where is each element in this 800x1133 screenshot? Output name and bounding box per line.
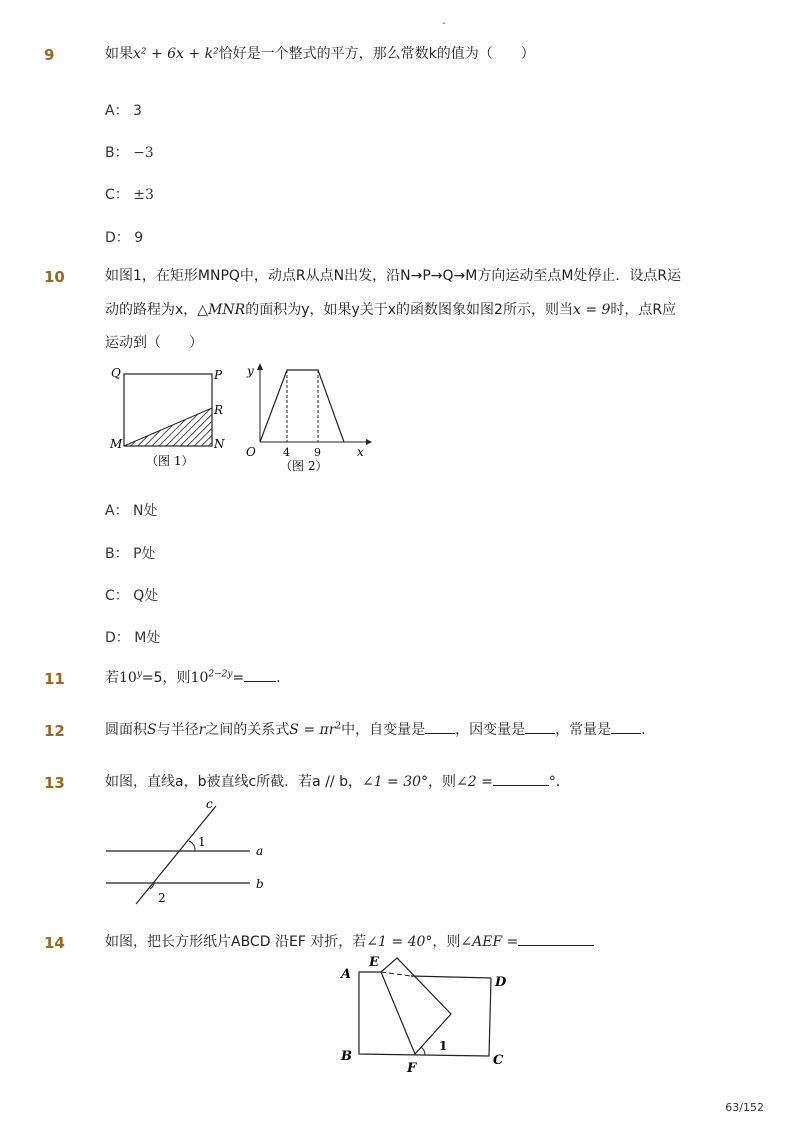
- q9-suffix: 恰好是一个整式的平方，那么常数k的值为（ ）: [218, 46, 535, 62]
- q12-text-a: 圆面积: [105, 722, 147, 738]
- answer-blank-dependent[interactable]: [525, 721, 555, 734]
- q10-figure-2: [238, 362, 373, 474]
- q10-equation: x = 9: [572, 302, 611, 318]
- label-a: a: [256, 844, 264, 858]
- label-b: b: [256, 877, 264, 891]
- q9-option-c[interactable]: [105, 184, 154, 204]
- figure-2-caption: （图 2）: [280, 459, 328, 473]
- option-value: M处: [134, 630, 161, 646]
- y-axis-arrow: [257, 363, 263, 370]
- q11-period: ．: [276, 670, 291, 686]
- option-label: A：: [105, 103, 129, 119]
- question-number-9: 9: [44, 46, 55, 64]
- x-axis-arrow: [366, 439, 372, 445]
- question-10-line-1: 如图1，在矩形MNPQ中，动点R从点N出发，沿N→P→Q→M方向运动至点M处停止．设点R运: [105, 268, 682, 284]
- label-q: Q: [111, 366, 121, 380]
- q9-prefix: 如果: [105, 46, 133, 62]
- q11-exponent-1: y: [136, 669, 142, 680]
- answer-blank-independent[interactable]: [425, 721, 455, 734]
- q12-equation: S = πr: [289, 722, 336, 738]
- question-10-line-3: 运动到（ ）: [105, 335, 203, 351]
- q10-option-d[interactable]: [105, 627, 160, 647]
- answer-blank[interactable]: [518, 933, 594, 946]
- tick-label-9: 9: [314, 446, 321, 459]
- question-11-text: [105, 668, 290, 688]
- label-angle-1: 1: [439, 1039, 448, 1053]
- q12-text-d: 中，自变量是: [341, 722, 426, 738]
- option-value: 3: [133, 103, 142, 119]
- option-value: Q处: [133, 588, 159, 604]
- label-b: B: [341, 1049, 352, 1064]
- q10-triangle-name: MNR: [208, 302, 246, 318]
- option-label: B：: [105, 145, 129, 161]
- option-label: C：: [105, 187, 129, 203]
- question-number-13: 13: [44, 774, 65, 792]
- q12-text-f: ，常量是: [555, 722, 612, 738]
- q10-option-a[interactable]: [105, 500, 158, 520]
- q14-angle-aef: ∠AEF =: [460, 934, 519, 950]
- q12-var-s: S: [147, 722, 157, 738]
- q12-exponent: 2: [335, 721, 342, 732]
- label-f: F: [407, 1061, 417, 1076]
- label-p: P: [214, 368, 223, 382]
- q10-text-a: 动的路程为x，△: [105, 302, 209, 318]
- label-d: D: [495, 975, 507, 990]
- question-number-10: 10: [44, 268, 65, 286]
- q14-angle-1: ∠1 = 40°: [366, 934, 433, 950]
- fold-dashed-line: [381, 972, 411, 976]
- q10-option-c[interactable]: [105, 585, 158, 605]
- label-c: C: [493, 1053, 504, 1068]
- y-axis-label: y: [247, 364, 254, 378]
- option-label: D：: [105, 630, 130, 646]
- option-label: A：: [105, 503, 129, 519]
- question-13-text: [105, 772, 570, 792]
- label-angle-2: 2: [158, 891, 166, 905]
- option-value: P处: [133, 546, 156, 562]
- q9-option-b[interactable]: [105, 142, 154, 162]
- question-14-text: [105, 932, 594, 952]
- question-10-line-2: [105, 300, 676, 320]
- q9-option-a[interactable]: [105, 100, 142, 120]
- q11-text-c: =5，则: [141, 670, 191, 686]
- q9-expression: x² + 6x + k²: [133, 46, 219, 62]
- q10-option-b[interactable]: [105, 543, 156, 563]
- answer-blank[interactable]: [493, 773, 549, 786]
- q11-exponent-2: 2−2y: [208, 669, 233, 680]
- option-value: 9: [134, 230, 144, 246]
- angle-1-arc: [189, 841, 195, 851]
- q12-text-c: 之间的关系式: [205, 722, 290, 738]
- q13-text-c: °．: [548, 774, 570, 790]
- label-e: E: [369, 955, 379, 970]
- answer-blank-constant[interactable]: [611, 721, 641, 734]
- q12-var-r: r: [198, 722, 206, 738]
- question-12-text: [105, 720, 655, 740]
- q12-text-b: 与半径: [156, 722, 199, 738]
- x-axis-label: x: [357, 445, 364, 459]
- label-m: M: [110, 437, 123, 451]
- q9-option-d[interactable]: [105, 227, 143, 247]
- origin-label: O: [246, 445, 256, 459]
- question-number-14: 14: [44, 934, 65, 952]
- q12-text-e: ，因变量是: [455, 722, 526, 738]
- question-number-12: 12: [44, 722, 65, 740]
- label-a: A: [341, 967, 352, 982]
- option-label: C：: [105, 588, 129, 604]
- q12-period: ．: [641, 722, 656, 738]
- figure-1-caption: （图 1）: [146, 454, 194, 468]
- q14-text-b: ，则: [432, 934, 461, 950]
- q11-base-1: 10: [119, 670, 137, 686]
- option-label: B：: [105, 546, 129, 562]
- question-number-11: 11: [44, 670, 65, 688]
- q14-figure: [335, 952, 515, 1078]
- q13-text-a: 如图，直线a，b被直线c所截．若a // b，: [105, 774, 362, 790]
- q13-text-b: ，则: [428, 774, 457, 790]
- q11-base-2: 10: [190, 670, 209, 686]
- segment-to-d: [411, 976, 491, 978]
- shaded-triangle-mnr: [124, 408, 212, 446]
- q10-figure-1: [108, 362, 228, 474]
- label-c: c: [206, 797, 213, 811]
- q14-text-a: 如图，把长方形纸片ABCD 沿EF 对折，若: [105, 934, 367, 950]
- q11-text-a: 若: [105, 670, 119, 686]
- q10-text-b: 的面积为y，如果y关于x的函数图象如图2所示，则当: [245, 302, 573, 318]
- option-value: N处: [133, 503, 158, 519]
- tick-label-4: 4: [283, 446, 290, 459]
- option-label: D：: [105, 230, 130, 246]
- label-n: N: [214, 437, 225, 451]
- q13-figure: [100, 796, 275, 908]
- page-number: 63/152: [725, 1101, 764, 1114]
- q10-text-c: 时，点R应: [610, 302, 677, 318]
- page-top-marker: -: [442, 18, 446, 29]
- line-c: [136, 806, 216, 904]
- question-9-text: [105, 44, 535, 64]
- option-value: −3: [133, 145, 154, 161]
- q13-angle-2: ∠2 =: [456, 774, 493, 790]
- label-r: R: [214, 403, 224, 417]
- answer-blank[interactable]: [244, 669, 276, 682]
- label-angle-1: 1: [198, 835, 206, 849]
- function-graph-line: [260, 370, 344, 442]
- q11-equals: =: [232, 670, 245, 686]
- q13-angle-1: ∠1 = 30°: [361, 774, 429, 790]
- option-value: ±3: [133, 187, 154, 203]
- angle-1-arc: [421, 1047, 425, 1055]
